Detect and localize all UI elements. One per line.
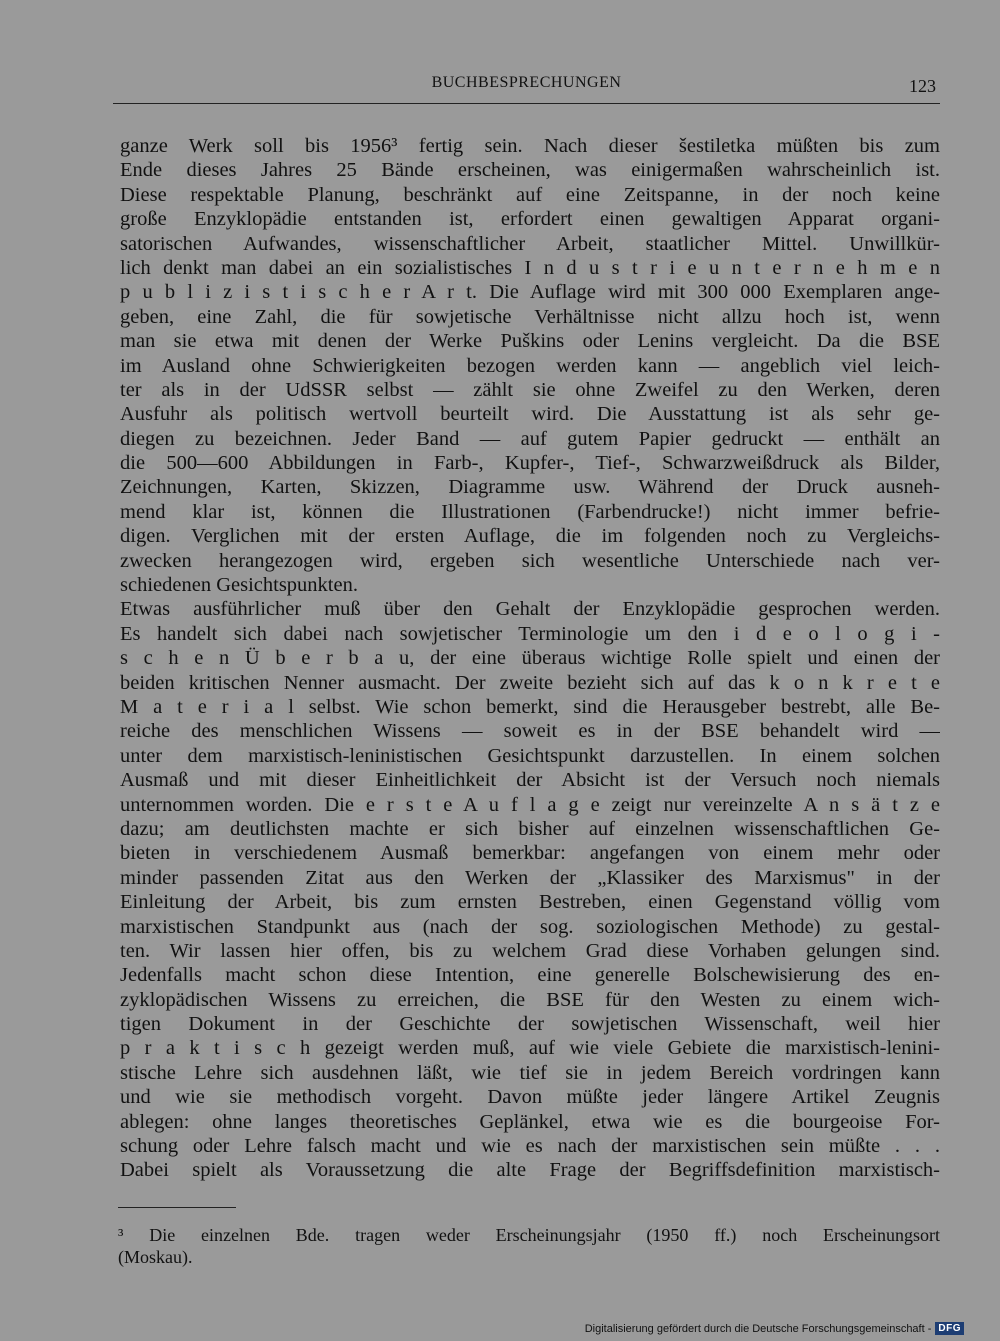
text-line: p u b l i z i s t i s c h e r A r t. Die Auflage wird mit 300 000 Exemplaren ange-: [120, 281, 940, 304]
text-line: man sie etwa mit denen der Werke Puškins oder Lenins vergleicht. Da die BSE: [120, 330, 940, 353]
text-line: mend klar ist, können die Illustrationen (Farbendrucke!) nicht immer befrie-: [120, 500, 940, 523]
text-line: ablegen: ohne langes theoretisches Geplänkel, etwa wie es die bourgeoise For-: [120, 1110, 940, 1133]
text-line: minder passenden Zitat aus den Werken der „Klassiker des Marxismus" in der: [120, 866, 940, 889]
text-line: dazu; am deutlichsten machte er sich bisher auf einzelnen wissenschaftlichen Ge-: [120, 817, 940, 840]
footnote-line: (Moskau).: [118, 1247, 193, 1267]
footnote: [118, 1224, 940, 1268]
text-line: Ausmaß und mit dieser Einheitlichkeit der Absicht ist der Versuch noch niemals: [120, 769, 940, 792]
text-line: satorischen Aufwandes, wissenschaftlicher Arbeit, staatlicher Mittel. Unwillkür-: [120, 232, 940, 255]
text-line: im Ausland ohne Schwierigkeiten bezogen werden kann — angeblich viel leich-: [120, 354, 940, 377]
text-line: p r a k t i s c h gezeigt werden muß, auf wie viele Gebiete die marxistisch-lenini-: [120, 1037, 940, 1060]
text-line: Ende dieses Jahres 25 Bände erscheinen, was einigermaßen wahrscheinlich ist.: [120, 159, 940, 182]
body-text: [120, 134, 940, 1183]
text-line: s c h e n Ü b e r b a u, der eine überaus wichtige Rolle spielt und einen der: [120, 647, 940, 670]
text-line: diegen zu bezeichnen. Jeder Band — auf gutem Papier gedruckt — enthält an: [120, 427, 940, 450]
text-line: beiden kritischen Nenner ausmacht. Der zweite bezieht sich auf das k o n k r e t e: [120, 671, 940, 694]
text-line: tigen Dokument in der Geschichte der sowjetischen Wissenschaft, weil hier: [120, 1013, 940, 1036]
header-rule: [113, 103, 940, 104]
text-line: ten. Wir lassen hier offen, bis zu welchem Grad diese Vorhaben gelungen sind.: [120, 939, 940, 962]
text-line: Etwas ausführlicher muß über den Gehalt der Enzyklopädie gesprochen werden.: [120, 598, 940, 621]
text-line: ganze Werk soll bis 1956³ fertig sein. Nach dieser šestiletka müßten bis zum: [120, 135, 940, 157]
text-line: zwecken herangezogen wird, ergeben sich wesentliche Unterschiede nach ver-: [120, 549, 940, 572]
text-line: bieten in verschiedenem Ausmaß bemerkbar: angefangen von einem mehr oder: [120, 842, 940, 865]
page-number: 123: [909, 76, 936, 96]
text-line: M a t e r i a l selbst. Wie schon bemerkt, sind die Herausgeber bestrebt, alle Be-: [120, 695, 940, 718]
text-line: stische Lehre sich ausdehnen läßt, wie tief sie in jedem Bereich vordringen kann: [120, 1061, 940, 1084]
text-line: die 500—600 Abbildungen in Farb-, Kupfer-, Tief-, Schwarzweißdruck als Bilder,: [120, 452, 940, 475]
text-line: Ausfuhr als politisch wertvoll beurteilt wird. Die Ausstattung ist als sehr ge-: [120, 403, 940, 426]
text-line: Diese respektable Planung, beschränkt auf eine Zeitspanne, in der noch keine: [120, 183, 940, 206]
text-line: marxistischen Standpunkt aus (nach der sog. soziologischen Methode) zu gestal-: [120, 915, 940, 938]
text-line: Jedenfalls macht schon diese Intention, eine generelle Bolschewisierung des en-: [120, 964, 940, 987]
text-line: Es handelt sich dabei nach sowjetischer Terminologie um den i d e o l o g i -: [120, 622, 940, 645]
text-line: Einleitung der Arbeit, bis zum ernsten Bestreben, einen Gegenstand völlig vom: [120, 891, 940, 914]
text-line: lich denkt man dabei an ein sozialistisches I n d u s t r i e u n t e r n e h m e n: [120, 256, 940, 279]
dfg-logo: DFG: [935, 1322, 964, 1335]
text-line: unternommen worden. Die e r s t e A u f l a g e zeigt nur vereinzelte A n s ä t z e: [120, 793, 940, 816]
text-line: ter als in der UdSSR selbst — zählt sie ohne Zweifel zu den Werken, deren: [120, 378, 940, 401]
text-line: Zeichnungen, Karten, Skizzen, Diagramme usw. Während der Druck ausneh-: [120, 476, 940, 499]
text-line: Dabei spielt als Voraussetzung die alte Frage der Begriffsdefinition marxistisch-: [120, 1159, 940, 1182]
text-line: digen. Verglichen mit der ersten Auflage, die im folgenden noch zu Vergleichs-: [120, 525, 940, 548]
footnote-rule: [118, 1207, 236, 1208]
paragraph-1: [120, 134, 940, 597]
running-title: BUCHBESPRECHUNGEN: [431, 74, 622, 91]
text-line: und wie sie methodisch vorgeht. Davon müßte jeder längere Artikel Zeugnis: [120, 1086, 940, 1109]
text-line: unter dem marxistisch-leninistischen Gesichtspunkt darzustellen. In einem solchen: [120, 744, 940, 767]
text-line: große Enzyklopädie entstanden ist, erfordert einen gewaltigen Apparat organi-: [120, 208, 940, 231]
digitization-credit-text: Digitalisierung gefördert durch die Deutsche Forschungsgemeinschaft -: [584, 1322, 932, 1335]
footnote-line: ³ Die einzelnen Bde. tragen weder Erscheinungsjahr (1950 ff.) noch Erscheinungsort: [118, 1225, 940, 1245]
running-head: [113, 72, 940, 102]
text-line: schiedenen Gesichtspunkten.: [120, 574, 358, 597]
digitization-credit: [585, 1322, 964, 1335]
text-line: geben, eine Zahl, die für sowjetische Verhältnisse nicht allzu hoch ist, wenn: [120, 305, 940, 328]
text-line: reiche des menschlichen Wissens — soweit es in der BSE behandelt wird —: [120, 720, 940, 743]
paragraph-2: [120, 597, 940, 1182]
text-line: zyklopädischen Wissens zu erreichen, die BSE für den Westen zu einem wich-: [120, 988, 940, 1011]
text-line: schung oder Lehre falsch macht und wie es nach der marxistischen sein müßte . . .: [120, 1135, 940, 1158]
